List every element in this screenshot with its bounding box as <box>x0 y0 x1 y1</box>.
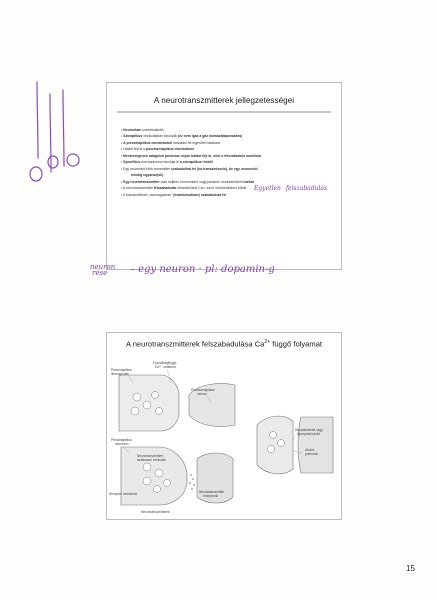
slide-characteristics <box>106 82 342 270</box>
title-divider <box>117 111 331 113</box>
slide-calcium-release <box>106 332 342 520</box>
label-receptors: Neurotranszmitter <box>199 490 225 494</box>
label-presynaptic-thickening-2: ikerevgiódás <box>111 372 129 376</box>
margin-doodles <box>0 60 100 260</box>
bullet-item: • Specifikus mechanizmus távolítja el a szinaptikus résből <box>121 159 341 165</box>
pen-stroke <box>63 90 64 166</box>
label-depolarization-2: hiperpolarizációt <box>297 432 321 436</box>
pen-circle <box>30 167 42 181</box>
bullet-item: • A transzmitterek „csomagokban” (kvantumokban) szabadulnak fel <box>121 192 341 198</box>
label-postsynaptic-neuron-2: neuron <box>197 392 207 396</box>
bullet-item: • Egy neuronból több transmitter szabadulhat fel (ko-transzmisszió), de egy neuronból <box>121 166 341 172</box>
handwritten-note-main: – egy neuron · pl: dopamin-g <box>130 264 275 275</box>
handwritten-note-left: neuron rése <box>90 263 116 277</box>
label-vesicles: Neurotranszmittert <box>137 454 164 458</box>
bullet-item: • Egy neurotranszmitter más sejtben hormonként vagy parakrin modulátorként hathat <box>121 179 341 185</box>
bullet-item: • Neuronban szintetizálódik <box>121 127 341 133</box>
presynaptic-terminal-right <box>257 416 293 474</box>
bullet-item: • A preszinaptikus membránból szabadul fel ingerület hatására <box>121 140 341 146</box>
label-action-potential-2: potenciál <box>305 452 318 456</box>
bullet-item: mindig ugyanaz(ok) <box>131 173 164 178</box>
bullet-item: • Mesterségesen adagolva pontosan olyan hatást fejt ki, mint a felszabaduló molekula <box>121 153 341 159</box>
label-vesicles-2: tartalmazó vezikulák <box>137 458 166 462</box>
label-action-potential: Akciós <box>305 448 315 452</box>
bullet-item: • A neurotranszmitter felszabadulás intracelluláris Ca²⁺-szint növekedéshez kötött <box>121 185 341 191</box>
page-number: 15 <box>406 564 415 573</box>
label-presynaptic-membrane-2: membrán <box>115 442 129 446</box>
bullet-item: • Szinaptikus vezikulákban tárolódik (ez nem igaz a gáz halmazállapotúakra) <box>121 133 341 139</box>
label-presynaptic-membrane: Preszinaptikus <box>111 438 132 442</box>
label-depolarization: Depolarizációt vagy <box>295 428 323 432</box>
label-ca-channel: $Ca^{2+}$ -csatorna <box>155 365 176 369</box>
synapse-diagram <box>107 355 341 515</box>
label-neurotransmitter: Neurotranszmitterek <box>141 510 170 514</box>
pen-circle <box>67 154 79 166</box>
label-voltage-gated: Feszültségfüggő <box>153 361 177 365</box>
pen-circle <box>48 156 58 168</box>
label-presynaptic-thickening: Preszinaptikus <box>111 368 132 372</box>
label-receptor-molecules: Receptor molekulák <box>109 492 138 496</box>
neurotransmitter-dots <box>189 474 195 490</box>
slide-title: A neurotranszmitterek jellegzetességei <box>153 96 295 105</box>
bullet-item: • Hatást fejt ki a posztszinaptikus membránon <box>121 146 341 152</box>
handwritten-note-above: Egyetlen felszabadulás <box>254 185 328 192</box>
postsynaptic-terminal-right <box>298 417 333 473</box>
label-receptors-2: receptorok <box>203 494 219 498</box>
label-postsynaptic-neuron: Posztszinaptikus <box>191 388 215 392</box>
pen-stroke <box>37 82 38 158</box>
pen-stroke <box>50 94 51 172</box>
slide-title: A neurotranszmitterek felszabadulása $Ca^{2+}$ függő folyamat <box>125 339 323 349</box>
